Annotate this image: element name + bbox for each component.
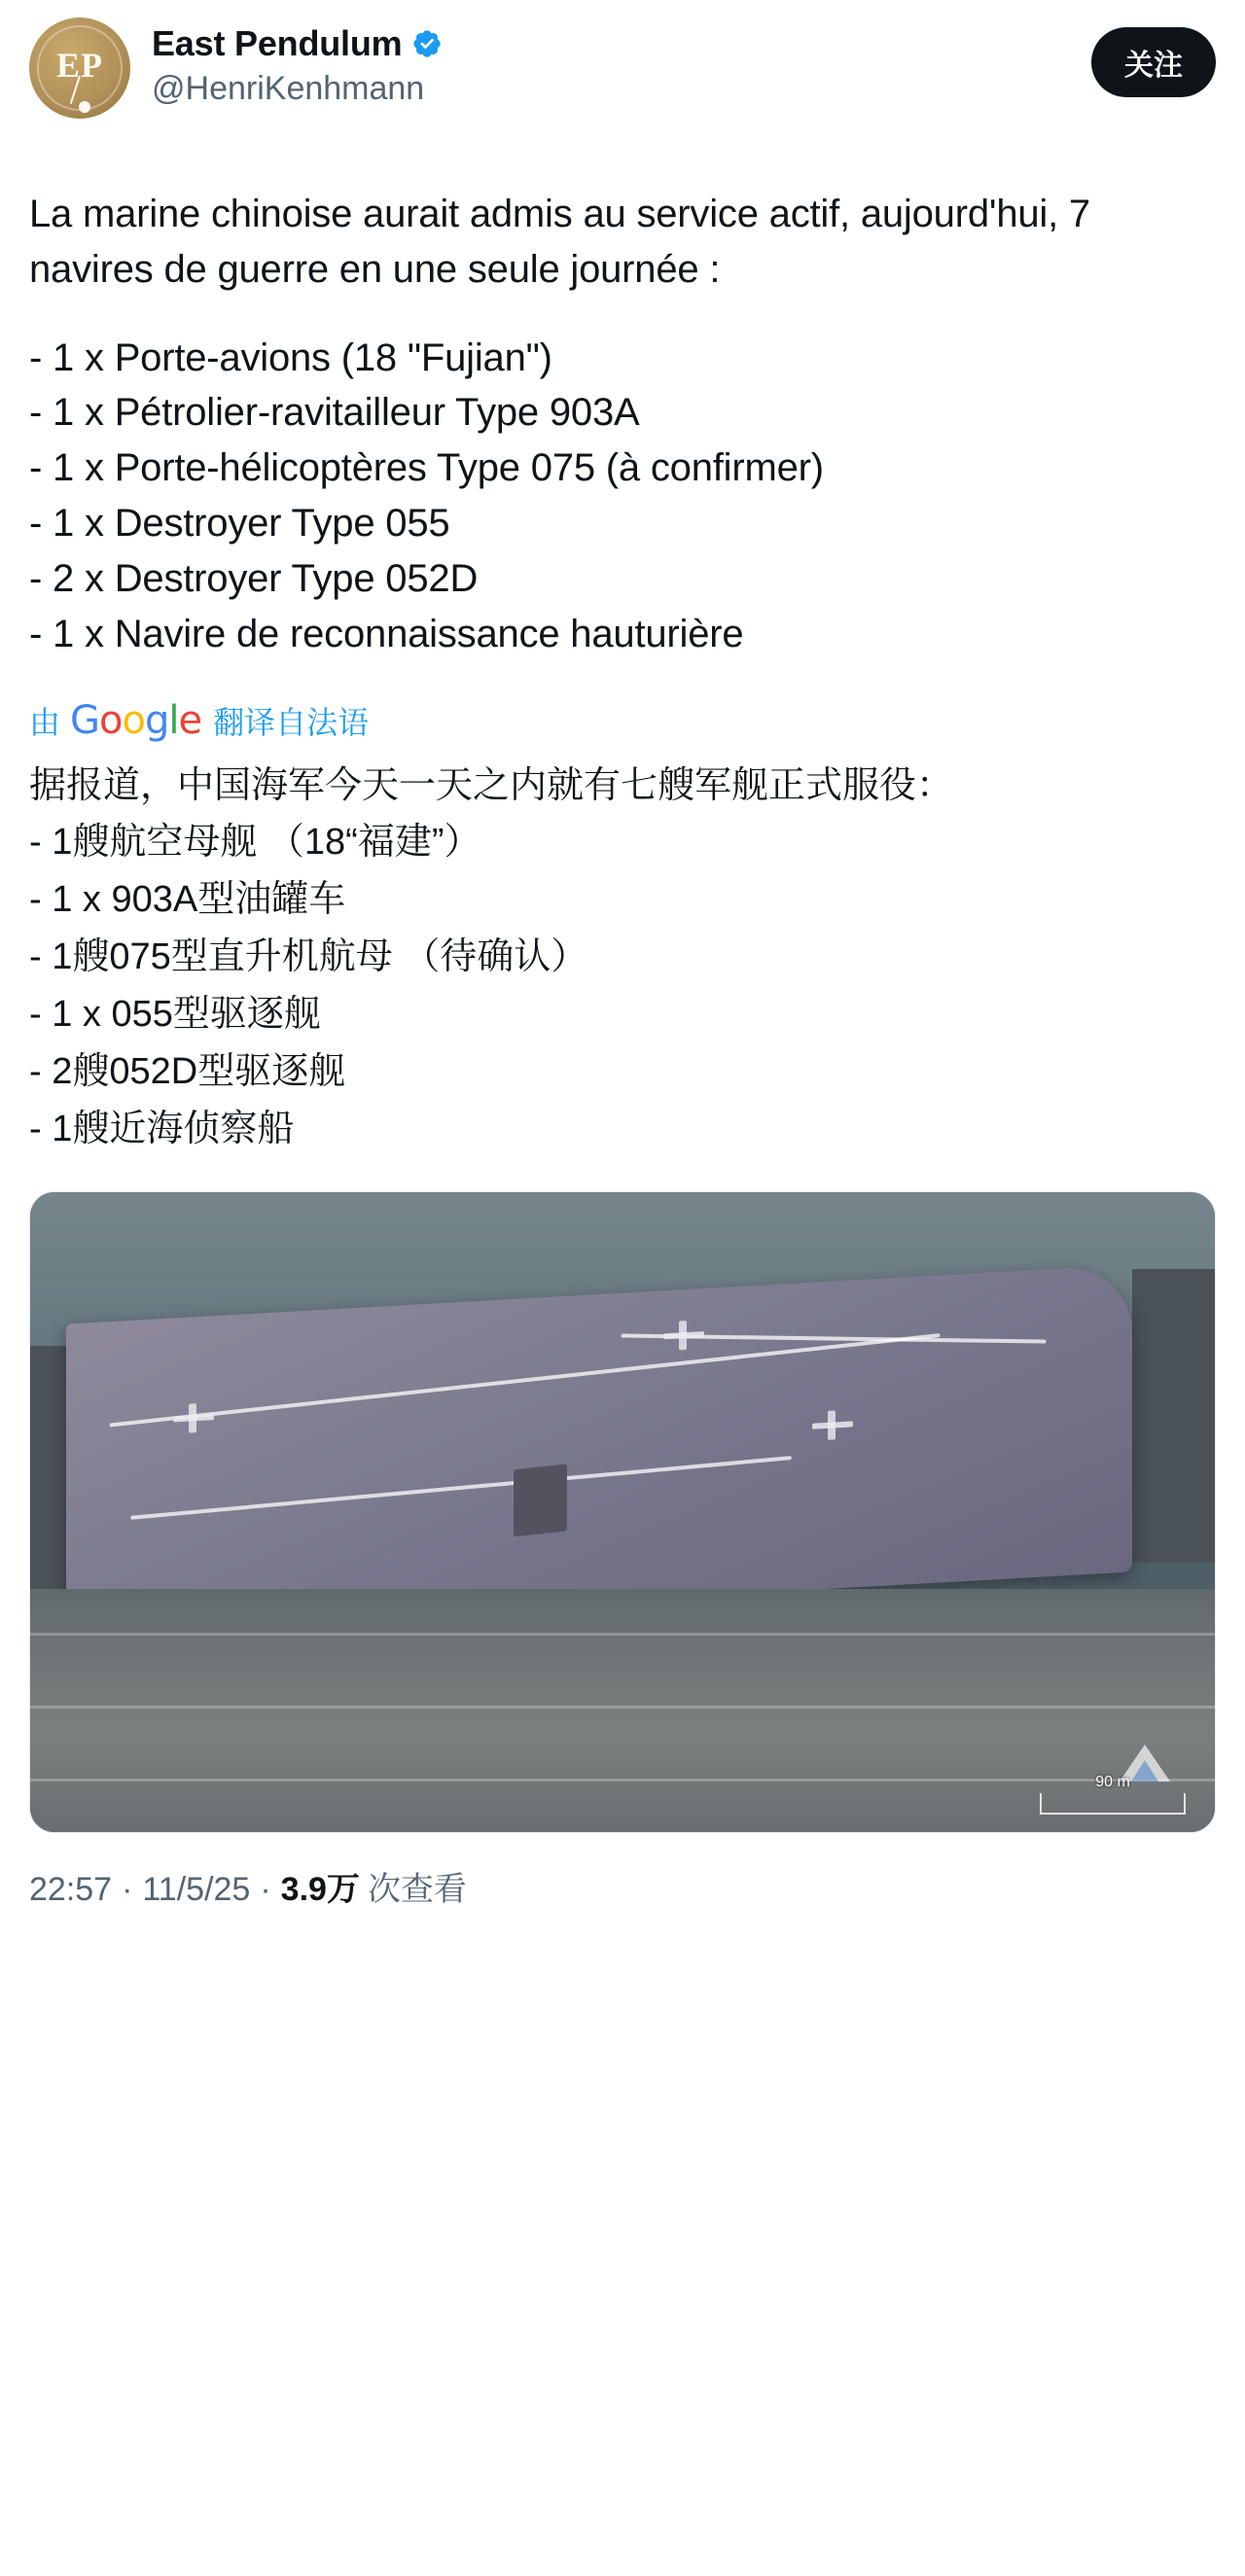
avatar[interactable] — [29, 18, 130, 119]
avatar-initials: EP — [55, 46, 103, 85]
google-letter-g2: g — [144, 698, 169, 744]
list-item: - 1 x Destroyer Type 055 — [29, 501, 450, 545]
pendulum-bob-icon — [79, 101, 90, 113]
pier-right — [1132, 1269, 1215, 1564]
google-letter-l: l — [168, 698, 179, 744]
timestamp-time: 22:57 — [29, 1870, 113, 1908]
translated-from-label: 翻译自法语 — [213, 705, 370, 741]
tweet-footer — [29, 1862, 1216, 1939]
translated-by-label: 由 — [29, 705, 61, 741]
timestamp-date: 11/5/25 — [142, 1870, 251, 1908]
google-letter-e: e — [178, 698, 202, 744]
list-item: - 1 x Pétrolier-ravitailleur Type 903A — [29, 391, 640, 435]
aircraft-silhouette — [812, 1422, 853, 1429]
list-item: - 1 x Porte-hélicoptères Type 075 (à confirmer) — [29, 446, 824, 490]
tweet-list-translated — [29, 814, 1216, 1157]
google-letter-o1: o — [99, 698, 123, 744]
follow-button[interactable]: 关注 — [1091, 27, 1216, 97]
map-scale-bar — [1040, 1773, 1186, 1815]
list-item: - 1艘航空母舰 （18“福建”） — [29, 822, 481, 864]
list-item: - 1艘近海侦察船 — [29, 1108, 295, 1149]
aircraft-carrier — [66, 1264, 1132, 1631]
tweet-text-translated: 据报道，中国海军今天一天之内就有七艘军舰正式服役： — [29, 765, 954, 807]
account-handle[interactable]: @HenriKenhmann — [152, 70, 425, 108]
deck-marking — [109, 1333, 940, 1427]
carrier-island-superstructure — [514, 1464, 567, 1536]
verified-badge-icon — [411, 28, 443, 59]
list-item: - 1 x 055型驱逐舰 — [29, 994, 321, 1036]
views-count: 3.9万 — [280, 1870, 360, 1908]
display-name-row — [152, 23, 1091, 63]
google-logo-icon — [70, 698, 201, 743]
aircraft-silhouette — [172, 1414, 213, 1422]
google-letter-o2: o — [122, 698, 145, 744]
list-item: - 1 x 903A型油罐车 — [29, 879, 346, 921]
deck-marking — [129, 1457, 790, 1521]
quay-area — [30, 1589, 1215, 1832]
tweet-header — [29, 0, 1216, 165]
account-names — [152, 18, 1091, 109]
translation-attribution[interactable] — [29, 698, 1216, 743]
tweet-text-original: La marine chinoise aurait admis au service actif, aujourd'hui, 7 navires de guerre en une seule journée : — [29, 193, 1101, 291]
tweet-list-original — [29, 331, 1216, 662]
satellite-background — [30, 1192, 1215, 1832]
text-spacer — [29, 298, 1216, 331]
google-letter-g: G — [70, 698, 100, 744]
map-scale-label: 90 m — [1095, 1773, 1130, 1790]
footer-separator: · — [122, 1870, 133, 1908]
footer-separator: · — [260, 1870, 271, 1908]
tweet-media-image[interactable] — [29, 1191, 1216, 1833]
display-name[interactable]: East Pendulum — [152, 23, 403, 63]
list-item: - 1 x Porte-avions (18 "Fujian") — [29, 335, 552, 379]
list-item: - 1艘075型直升机航母 （待确认） — [29, 936, 588, 978]
list-item: - 2艘052D型驱逐舰 — [29, 1050, 346, 1092]
views-label: 次查看 — [367, 1870, 467, 1908]
list-item: - 1 x Navire de reconnaissance hauturière — [29, 612, 744, 655]
list-item: - 2 x Destroyer Type 052D — [29, 556, 479, 600]
